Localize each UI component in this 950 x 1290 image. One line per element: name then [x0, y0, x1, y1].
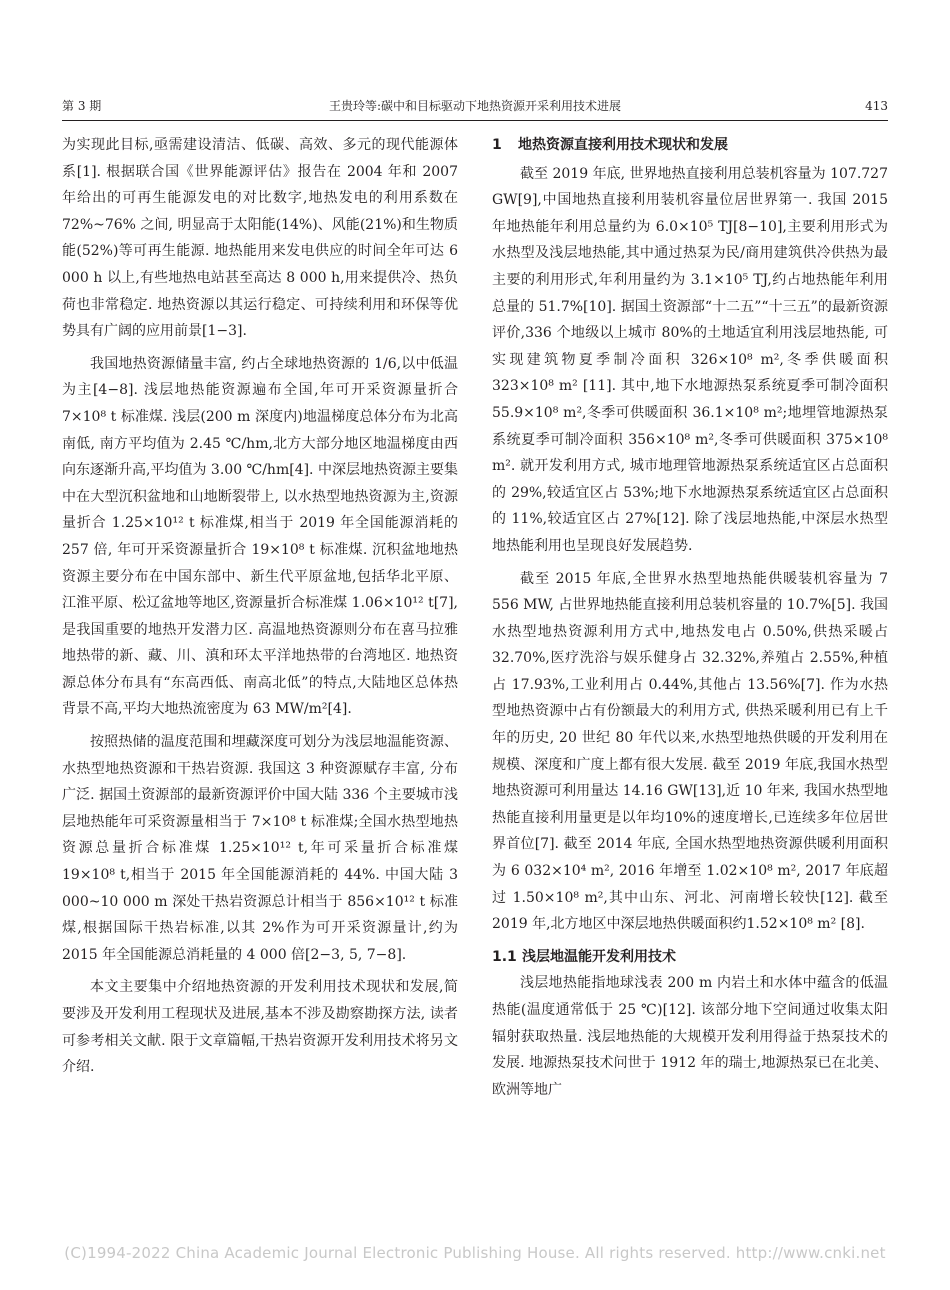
paragraph: 本文主要集中介绍地热资源的开发利用技术现状和发展,简要涉及开发利用工程现状及进展,基本不涉及勘察勘探方法, 读者可参考相关文献. 限于文章篇幅,干热岩资源开发利用技术将另文介绍.: [62, 979, 458, 1076]
right-column: [492, 132, 888, 1109]
running-header: [62, 96, 888, 121]
paragraph: 浅层地热能指地球浅表 200 m 内岩土和水体中蕴含的低温热能(温度通常低于 25 ℃)[12]. 该部分地下空间通过收集太阳辐射获取热量. 浅层地热能的大规模开发利用得益于热泵技术的发展. 地源热泵技术问世于 1912 年的瑞士,地源热泵已在北美、欧洲等地广: [492, 975, 888, 1098]
section-number: 1: [492, 137, 502, 153]
paragraph: 我国地热资源储量丰富, 约占全球地热资源的 1/6,以中低温为主[4−8]. 浅层地热能资源遍布全国,年可开采资源量折合 7×10⁸ t 标准煤. 浅层(200 m 深度内)地温梯度总体分布为北高南低, 南方平均值为 2.45 ℃/hm,北方大部分地区地温梯度由西向东逐渐升高,平均值为 3.00 ℃/hm[4]. 中深层地热资源主要集中在大型沉积盆地和山地断裂带上, 以水热型地热资源为主,资源量折合 1.25×10¹² t 标准煤,相当于 2019 年全国能源消耗的 257 倍, 年可开采资源量折合 19×10⁸ t 标准煤. 沉积盆地地热资源主要分布在中国东部中、新生代平原盆地,包括华北平原、江淮平原、松辽盆地等地区,资源量折合标准煤 1.06×10¹² t[7],是我国重要的地热开发潜力区. 高温地热资源则分布在喜马拉雅地热带的新、藏、川、滇和环太平洋地热带的台湾地区. 地热资源总体分布具有“东高西低、南高北低”的特点,大陆地区总体热背景不高,平均大地热流密度为 63 MW/m²[4].: [62, 355, 458, 718]
paragraph: 为实现此目标,亟需建设清洁、低碳、高效、多元的现代能源体系[1]. 根据联合国《世界能源评估》报告在 2004 年和 2007 年给出的可再生能源发电的对比数字,地热发电的利用系数在 72%~76% 之间, 明显高于太阳能(14%)、风能(21%)和生物质能(52%)等可再生能源. 地热能用来发电供应的时间全年可达 6 000 h 以上,有些地热电站甚至高达 8 000 h,用来提供冷、热负荷也非常稳定. 地热资源以其运行稳定、可持续利用和环保等优势具有广阔的应用前景[1−3].: [62, 137, 458, 340]
running-title: 王贵玲等:碳中和目标驱动下地热资源开采利用技术进展: [328, 99, 622, 113]
subsection-heading: [492, 944, 888, 971]
issue-label: 第 3 期: [62, 99, 102, 113]
subsection-title: 浅层地温能开发利用技术: [522, 948, 676, 965]
paragraph: 按照热储的温度范围和埋藏深度可划分为浅层地温能资源、水热型地热资源和干热岩资源. 我国这 3 种资源赋存丰富, 分布广泛. 据国土资源部的最新资源评价中国大陆 336 个主要城市浅层地热能年可采资源量相当于 7×10⁸ t 标准煤;全国水热型地热资源总量折合标准煤 1.25×10¹² t,年可采量折合标准煤 19×10⁸ t,相当于 2015 年全国能源消耗的 44%. 中国大陆 3 000~10 000 m 深处干热岩资源总计相当于 856×10¹² t 标准煤,根据国际干热岩标准,以其 2%作为可开采资源量计,约为 2015 年全国能源总消耗量的 4 000 倍[2−3, 5, 7−8].: [62, 734, 458, 963]
copyright-footer: (C)1994-2022 China Academic Journal Electronic Publishing House. All rights reserved. http://www.cnki.net: [64, 1244, 886, 1262]
left-column: [62, 132, 458, 1087]
paragraph: 截至 2019 年底, 世界地热直接利用总装机容量为 107.727 GW[9],中国地热直接利用装机容量位居世界第一. 我国 2015 年地热能年利用总量约为 6.0×10⁵ TJ[8−10],主要利用形式为水热型及浅层地热能,其中通过热泵为民/商用建筑供冷供热为最主要的利用形式,年利用量约为 3.1×10⁵ TJ,约占地热能年利用总量的 51.7%[10]. 据国土资源部“十二五”“十三五”的最新资源评价,336 个地级以上城市 80%的土地适宜利用浅层地热能, 可实现建筑物夏季制冷面积 326×10⁸ m²,冬季供暖面积 323×10⁸ m² [11]. 其中,地下水地源热泵系统夏季可制冷面积 55.9×10⁸ m²,冬季可供暖面积 36.1×10⁸ m²;地埋管地源热泵系统夏季可制冷面积 356×10⁸ m²,冬季可供暖面积 375×10⁸ m². 就开发利用方式, 城市地理管地源热泵系统适宜区占总面积的 29%,较适宜区占 53%;地下水地源热泵系统适宜区占总面积的 11%,较适宜区占 27%[12]. 除了浅层地热能,中深层水热型地热能利用也呈现良好发展趋势.: [492, 165, 888, 554]
paragraph: 截至 2015 年底,全世界水热型地热能供暖装机容量为 7 556 MW, 占世界地热能直接利用总装机容量的 10.7%[5]. 我国水热型地热资源利用方式中,地热发电占 0.50%,供热采暖占 32.70%,医疗洗浴与娱乐健身占 32.32%,养殖占 2.55%,种植占 17.93%,工业利用占 0.44%,其他占 13.56%[7]. 作为水热型地热资源中占有份额最大的利用方式, 供热采暖利用已有上千年的历史, 20 世纪 80 年代以来,水热型地热供暖的开发利用在规模、深度和广度上都有很大发展. 截至 2019 年底,我国水热型地热资源可利用量达 14.16 GW[13],近 10 年来, 我国水热型地热能直接利用量更是以年均10%的速度增长,已连续多年位居世界首位[7]. 截至 2014 年底, 全国水热型地热资源供暖利用面积为 6 032×10⁴ m², 2016 年增至 1.02×10⁸ m², 2017 年底超过 1.50×10⁸ m²,其中山东、河北、河南增长较快[12]. 截至 2019 年,北方地区中深层地热供暖面积约1.52×10⁸ m² [8].: [492, 570, 889, 933]
section-heading: [492, 132, 888, 159]
subsection-number: 1.1: [492, 948, 517, 965]
section-title: 地热资源直接利用技术现状和发展: [518, 137, 728, 153]
page-number: 413: [865, 99, 888, 113]
